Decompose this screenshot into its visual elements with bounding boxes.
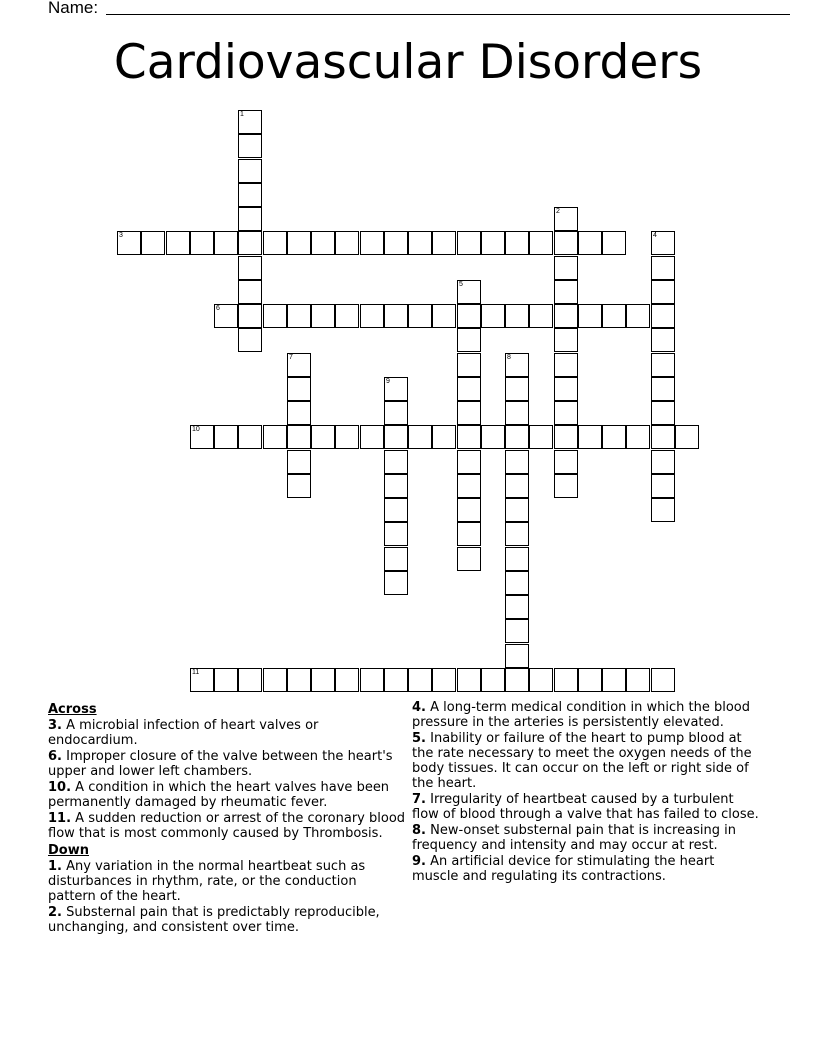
crossword-cell[interactable] <box>457 280 481 304</box>
down-heading: Down <box>48 843 89 858</box>
crossword-cell[interactable] <box>335 304 359 328</box>
crossword-cell[interactable] <box>578 425 602 449</box>
crossword-cell[interactable] <box>287 474 311 498</box>
crossword-cell[interactable] <box>457 425 481 449</box>
crossword-cell[interactable] <box>238 159 262 183</box>
crossword-cell[interactable] <box>505 522 529 546</box>
crossword-cell[interactable] <box>651 474 675 498</box>
clue-down-4 <box>412 700 762 730</box>
crossword-cell[interactable] <box>554 280 578 304</box>
crossword-cell[interactable] <box>481 304 505 328</box>
crossword-cell[interactable] <box>384 450 408 474</box>
crossword-cell[interactable] <box>554 304 578 328</box>
crossword-cell[interactable] <box>457 353 481 377</box>
cell-number: 1 <box>240 111 244 118</box>
crossword-cell[interactable] <box>335 231 359 255</box>
crossword-cell[interactable] <box>457 377 481 401</box>
crossword-cell[interactable] <box>360 231 384 255</box>
crossword-cell[interactable] <box>408 304 432 328</box>
crossword-cell[interactable] <box>214 668 238 692</box>
clue-text: Inability or failure of the heart to pump blood at the rate necessary to meet the oxygen needs of the body tissues. It can occur on the left or right side of the heart. <box>412 731 752 791</box>
clue-number: 3. <box>48 718 62 733</box>
crossword-cell[interactable] <box>287 425 311 449</box>
crossword-cell[interactable] <box>287 377 311 401</box>
crossword-cell[interactable] <box>335 425 359 449</box>
crossword-cell[interactable] <box>263 425 287 449</box>
crossword-cell[interactable] <box>626 304 650 328</box>
crossword-cell[interactable] <box>238 183 262 207</box>
cell-number: 7 <box>289 354 293 361</box>
crossword-cell[interactable] <box>287 353 311 377</box>
crossword-cell[interactable] <box>457 474 481 498</box>
crossword-cell[interactable] <box>481 231 505 255</box>
clue-number: 5. <box>412 731 426 746</box>
clue-across-6 <box>48 749 408 779</box>
clue-down-2 <box>48 905 408 935</box>
crossword-cell[interactable] <box>263 668 287 692</box>
crossword-cell[interactable] <box>457 522 481 546</box>
crossword-cell[interactable] <box>457 498 481 522</box>
crossword-cell[interactable] <box>481 668 505 692</box>
crossword-cell[interactable] <box>408 231 432 255</box>
crossword-cell[interactable] <box>505 474 529 498</box>
cell-number: 3 <box>119 232 123 239</box>
crossword-cell[interactable] <box>651 304 675 328</box>
cell-number: 9 <box>386 378 390 385</box>
crossword-cell[interactable] <box>554 207 578 231</box>
crossword-cell[interactable] <box>238 328 262 352</box>
crossword-cell[interactable] <box>651 231 675 255</box>
crossword-cell[interactable] <box>238 425 262 449</box>
clue-down-7 <box>412 792 762 822</box>
crossword-cell[interactable] <box>505 498 529 522</box>
clue-text: A condition in which the heart valves have been permanently damaged by rheumatic fever. <box>48 780 390 810</box>
crossword-cell[interactable] <box>238 231 262 255</box>
crossword-cell[interactable] <box>651 256 675 280</box>
crossword-cell[interactable] <box>238 110 262 134</box>
crossword-cell[interactable] <box>505 571 529 595</box>
crossword-cell[interactable] <box>238 280 262 304</box>
clue-across-3 <box>48 718 408 748</box>
crossword-cell[interactable] <box>651 668 675 692</box>
crossword-cell[interactable] <box>457 547 481 571</box>
clue-text: Improper closure of the valve between the heart's upper and lower left chambers. <box>48 749 393 779</box>
crossword-cell[interactable] <box>554 231 578 255</box>
across-heading: Across <box>48 702 97 717</box>
crossword-cell[interactable] <box>651 450 675 474</box>
cell-number: 11 <box>192 669 200 676</box>
crossword-cell[interactable] <box>384 304 408 328</box>
crossword-cell[interactable] <box>384 231 408 255</box>
crossword-cell[interactable] <box>554 328 578 352</box>
clue-text: Any variation in the normal heartbeat such as disturbances in rhythm, rate, or the conduction pattern of the heart. <box>48 859 366 904</box>
crossword-cell[interactable] <box>529 304 553 328</box>
crossword-cell[interactable] <box>238 668 262 692</box>
crossword-cell[interactable] <box>529 231 553 255</box>
crossword-cell[interactable] <box>578 231 602 255</box>
crossword-cell[interactable] <box>384 547 408 571</box>
crossword-cell[interactable] <box>214 231 238 255</box>
crossword-cell[interactable] <box>384 571 408 595</box>
clue-number: 1. <box>48 859 62 874</box>
crossword-cell[interactable] <box>141 231 165 255</box>
crossword-cell[interactable] <box>190 668 214 692</box>
crossword-cell[interactable] <box>408 425 432 449</box>
crossword-cell[interactable] <box>505 353 529 377</box>
crossword-cell[interactable] <box>384 377 408 401</box>
crossword-cell[interactable] <box>287 401 311 425</box>
crossword-cell[interactable] <box>651 328 675 352</box>
crossword-cell[interactable] <box>287 231 311 255</box>
clue-number: 7. <box>412 792 426 807</box>
clue-text: A microbial infection of heart valves or endocardium. <box>48 718 319 748</box>
clue-number: 11. <box>48 811 72 826</box>
crossword-cell[interactable] <box>432 231 456 255</box>
crossword-cell[interactable] <box>457 231 481 255</box>
crossword-cell[interactable] <box>651 425 675 449</box>
clue-across-10 <box>48 780 408 810</box>
crossword-cell[interactable] <box>505 304 529 328</box>
crossword-cell[interactable] <box>675 425 699 449</box>
crossword-cell[interactable] <box>602 668 626 692</box>
cell-number: 8 <box>507 354 511 361</box>
cell-number: 10 <box>192 426 200 433</box>
clue-down-9 <box>412 854 762 884</box>
clue-number: 2. <box>48 905 62 920</box>
clue-text: Irregularity of heartbeat caused by a turbulent flow of blood through a valve that has failed to close. <box>412 792 759 822</box>
crossword-cell[interactable] <box>238 207 262 231</box>
clues-left-column <box>48 700 408 936</box>
crossword-cell[interactable] <box>457 304 481 328</box>
crossword-cell[interactable] <box>214 425 238 449</box>
clue-down-5 <box>412 731 762 791</box>
crossword-cell[interactable] <box>651 498 675 522</box>
crossword-cell[interactable] <box>432 668 456 692</box>
crossword-cell[interactable] <box>554 401 578 425</box>
crossword-cell[interactable] <box>360 425 384 449</box>
crossword-cell[interactable] <box>651 353 675 377</box>
clues-right-column <box>412 700 762 885</box>
crossword-cell[interactable] <box>554 668 578 692</box>
page-title: Cardiovascular Disorders <box>113 35 703 90</box>
crossword-cell[interactable] <box>505 619 529 643</box>
crossword-cell[interactable] <box>505 644 529 668</box>
crossword-cell[interactable] <box>505 595 529 619</box>
clue-down-8 <box>412 823 762 853</box>
clue-text: An artificial device for stimulating the heart muscle and regulating its contractions. <box>412 854 715 884</box>
crossword-cell[interactable] <box>602 425 626 449</box>
crossword-cell[interactable] <box>190 231 214 255</box>
clue-text: Substernal pain that is predictably reproducible, unchanging, and consistent over time. <box>48 905 380 935</box>
clue-text: A sudden reduction or arrest of the coronary blood flow that is most commonly caused by Thrombosis. <box>48 811 406 841</box>
crossword-cell[interactable] <box>505 668 529 692</box>
crossword-cell[interactable] <box>311 231 335 255</box>
crossword-cell[interactable] <box>651 280 675 304</box>
crossword-cell[interactable] <box>408 668 432 692</box>
crossword-cell[interactable] <box>384 522 408 546</box>
crossword-cell[interactable] <box>384 498 408 522</box>
crossword-cell[interactable] <box>602 231 626 255</box>
crossword-cell[interactable] <box>432 304 456 328</box>
crossword-cell[interactable] <box>190 425 214 449</box>
clue-number: 10. <box>48 780 72 795</box>
clue-text: A long-term medical condition in which the blood pressure in the arteries is persistently elevated. <box>412 700 751 730</box>
crossword-cell[interactable] <box>578 304 602 328</box>
crossword-cell[interactable] <box>602 304 626 328</box>
crossword-cell[interactable] <box>457 401 481 425</box>
crossword-cell[interactable] <box>384 474 408 498</box>
crossword-cell[interactable] <box>311 668 335 692</box>
crossword-cell[interactable] <box>287 668 311 692</box>
crossword-cell[interactable] <box>554 353 578 377</box>
crossword-cell[interactable] <box>311 304 335 328</box>
cell-number: 4 <box>653 232 657 239</box>
crossword-cell[interactable] <box>335 668 359 692</box>
crossword-cell[interactable] <box>360 668 384 692</box>
crossword-cell[interactable] <box>481 425 505 449</box>
clue-number: 9. <box>412 854 426 869</box>
crossword-cell[interactable] <box>529 668 553 692</box>
cell-number: 2 <box>556 208 560 215</box>
crossword-cell[interactable] <box>626 425 650 449</box>
crossword-cell[interactable] <box>457 328 481 352</box>
crossword-cell[interactable] <box>384 401 408 425</box>
crossword-cell[interactable] <box>554 474 578 498</box>
clue-number: 6. <box>48 749 62 764</box>
crossword-cell[interactable] <box>651 377 675 401</box>
clue-number: 8. <box>412 823 426 838</box>
crossword-cell[interactable] <box>214 304 238 328</box>
cell-number: 6 <box>216 305 220 312</box>
crossword-cell[interactable] <box>287 450 311 474</box>
crossword-cell[interactable] <box>432 425 456 449</box>
crossword-cell[interactable] <box>311 425 335 449</box>
crossword-cell[interactable] <box>263 304 287 328</box>
crossword-cell[interactable] <box>554 256 578 280</box>
name-label: Name: <box>48 0 99 17</box>
crossword-cell[interactable] <box>554 425 578 449</box>
crossword-cell[interactable] <box>457 668 481 692</box>
crossword-cell[interactable] <box>360 304 384 328</box>
crossword-cell[interactable] <box>505 425 529 449</box>
crossword-cell[interactable] <box>457 450 481 474</box>
crossword-cell[interactable] <box>505 547 529 571</box>
crossword-cell[interactable] <box>287 304 311 328</box>
crossword-cell[interactable] <box>529 425 553 449</box>
crossword-cell[interactable] <box>505 231 529 255</box>
clue-number: 4. <box>412 700 426 715</box>
crossword-cell[interactable] <box>505 401 529 425</box>
crossword-cell[interactable] <box>238 304 262 328</box>
crossword-cell[interactable] <box>166 231 190 255</box>
crossword-cell[interactable] <box>384 425 408 449</box>
crossword-cell[interactable] <box>651 401 675 425</box>
clue-down-1 <box>48 859 408 904</box>
crossword-cell[interactable] <box>626 668 650 692</box>
crossword-cell[interactable] <box>554 450 578 474</box>
clue-text: New-onset substernal pain that is increasing in frequency and intensity and may occur at rest. <box>412 823 736 853</box>
crossword-cell[interactable] <box>554 377 578 401</box>
crossword-cell[interactable] <box>263 231 287 255</box>
crossword-cell[interactable] <box>117 231 141 255</box>
crossword-cell[interactable] <box>238 134 262 158</box>
crossword-cell[interactable] <box>505 377 529 401</box>
clue-across-11 <box>48 811 408 841</box>
crossword-cell[interactable] <box>505 450 529 474</box>
cell-number: 5 <box>459 281 463 288</box>
crossword-cell[interactable] <box>578 668 602 692</box>
crossword-cell[interactable] <box>384 668 408 692</box>
crossword-cell[interactable] <box>238 256 262 280</box>
